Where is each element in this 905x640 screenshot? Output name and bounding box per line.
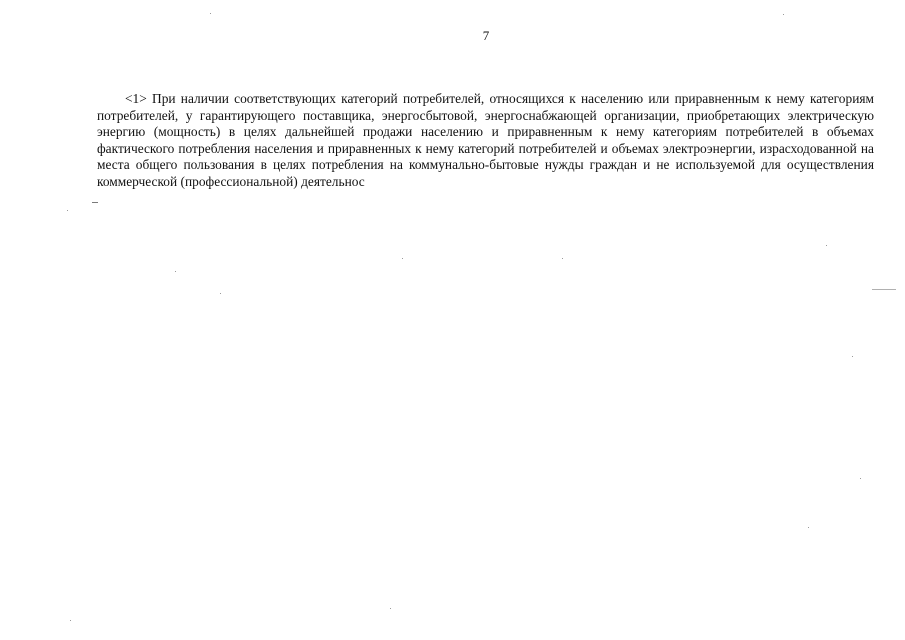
- scan-artifact-speck: [826, 245, 827, 246]
- scan-artifact-speck: [783, 14, 784, 15]
- scan-artifact-speck: [67, 210, 68, 211]
- page-number: 7: [482, 28, 490, 43]
- footnote-paragraph: <1> При наличии соответствующих категорий потребителей, относящихся к населению или приравненным к нему категориям потребителей, у гарантирующего поставщика, энергосбытовой, энергоснабжающей организации, приобретающих электрическую энергию (мощность) в целях дальнейшей продажи населению и приравненным к нему категориям потребителей в объемах фактического потребления населения и приравненных к нему категорий потребителей и объемах электроэнергии, израсходованной на места общего пользования в целях потребления на коммунально-бытовые нужды граждан и не используемой для осуществления коммерческой (профессиональной) деятельнос: [97, 91, 874, 189]
- scan-artifact-speck: [562, 258, 563, 259]
- scan-artifact-speck: [210, 13, 211, 14]
- scan-artifact-speck: [220, 293, 221, 294]
- scan-artifact-speck: [175, 271, 176, 272]
- scan-artifact-speck: [402, 258, 403, 259]
- scan-artifact-dash: [92, 202, 98, 203]
- scan-artifact-speck: [852, 356, 853, 357]
- scan-artifact-dash: [872, 289, 896, 290]
- scan-artifact-speck: [808, 527, 809, 528]
- scan-artifact-speck: [70, 620, 71, 621]
- scan-artifact-speck: [390, 608, 391, 609]
- scan-artifact-speck: [860, 478, 861, 479]
